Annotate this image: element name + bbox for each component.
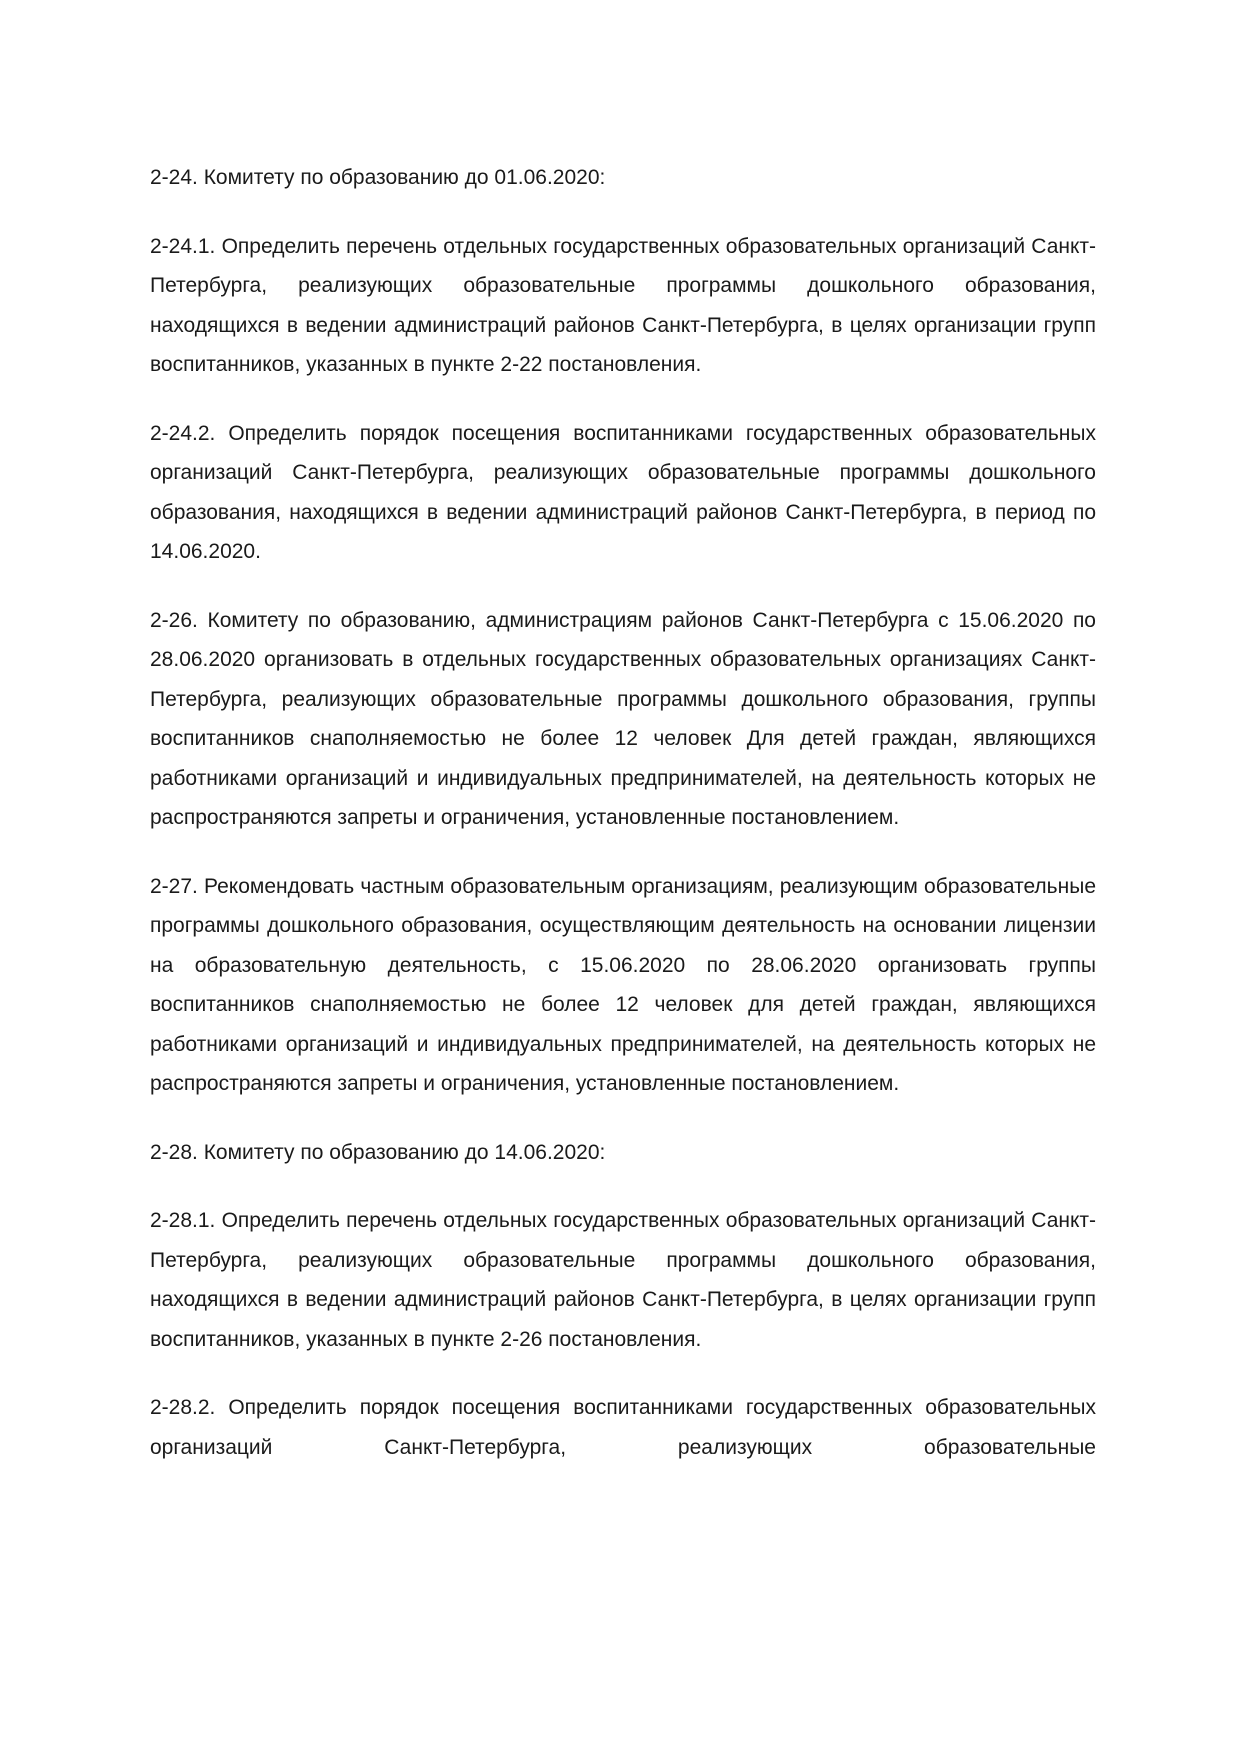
document-body <box>150 158 1096 1496</box>
paragraph-2-28-1: 2-28.1. Определить перечень отдельных государственных образовательных организаций Санкт-Петербурга, реализующих образовательные программы дошкольного образования, находящихся в ведении администраций районов Санкт-Петербурга, в целях организации групп воспитанников, указанных в пункте 2-26 постановления. <box>150 1209 1096 1351</box>
paragraph-2-26: 2-26. Комитету по образованию, администрациям районов Санкт-Петербурга с 15.06.2020 по 28.06.2020 организовать в отдельных государственных образовательных организациях Санкт-Петербурга, реализующих образовательные программы дошкольного образования, группы воспитанников снаполняемостью не более 12 человек Для детей граждан, являющихся работниками организаций и индивидуальных предпринимателей, на деятельность которых не распространяются запреты и ограничения, установленные постановлением. <box>150 608 1096 829</box>
paragraph-2-28: 2-28. Комитету по образованию до 14.06.2020: <box>150 1140 606 1164</box>
paragraph-2-24: 2-24. Комитету по образованию до 01.06.2020: <box>150 166 606 189</box>
paragraph-2-28-2: 2-28.2. Определить порядок посещения воспитанниками государственных образовательных организаций Санкт-Петербурга, реализующих образовательные <box>150 1396 1096 1459</box>
paragraph-2-24-2: 2-24.2. Определить порядок посещения воспитанниками государственных образовательных организаций Санкт-Петербурга, реализующих образовательные программы дошкольного образования, находящихся в ведении администраций районов Санкт-Петербурга, в период по 14.06.2020. <box>150 421 1096 563</box>
paragraph-2-24-1: 2-24.1. Определить перечень отдельных государственных образовательных организаций Санкт-Петербурга, реализующих образовательные программы дошкольного образования, находящихся в ведении администраций районов Санкт-Петербурга, в целях организации групп воспитанников, указанных в пункте 2-22 постановления. <box>150 234 1096 376</box>
paragraph-2-27: 2-27. Рекомендовать частным образовательным организациям, реализующим образовательные программы дошкольного образования, осуществляющим деятельность на основании лицензии на образовательную деятельность, с 15.06.2020 по 28.06.2020 организовать группы воспитанников снаполняемостью не более 12 человек для детей граждан, являющихся работниками организаций и индивидуальных предпринимателей, на деятельность которых не распространяются запреты и ограничения, установленные постановлением. <box>150 874 1096 1095</box>
